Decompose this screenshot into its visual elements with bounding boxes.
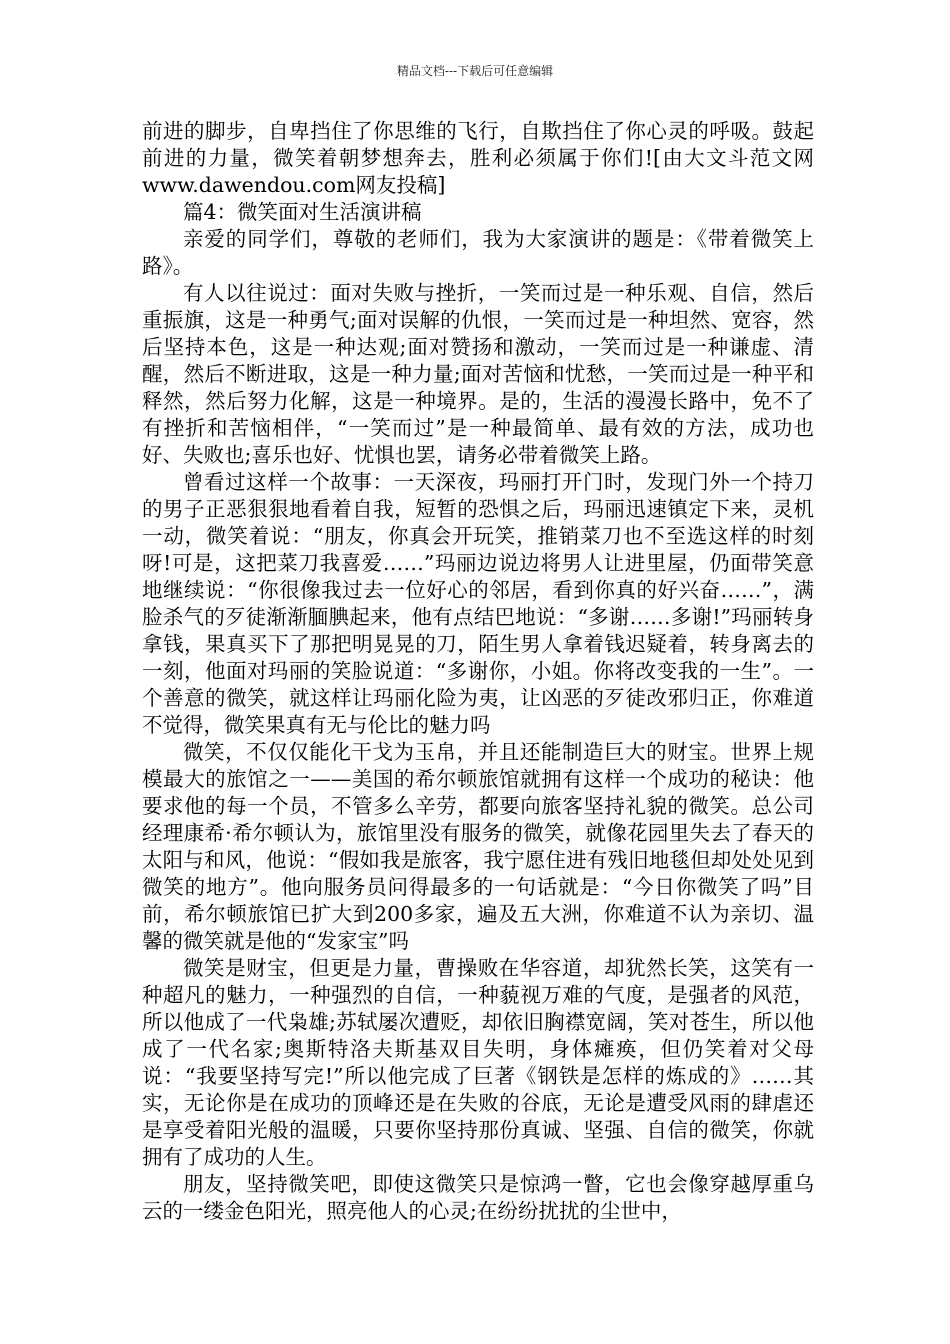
section-heading: 篇4：微笑面对生活演讲稿 bbox=[183, 200, 422, 224]
paragraph-4: 曾看过这样一个故事：一天深夜，玛丽打开门时，发现门外一个持刀的男子正恶狠狠地看着自我，短暂的恐惧之后，玛丽迅速镇定下来，灵机一动，微笑着说：“朋友，你真会开玩笑，推销菜刀也不至选这样的时刻呀!可是，这把菜刀我喜爱……”玛丽边说边将男人让进里屋，仍面带笑意地继续说：“你很像我过去一位好心的邻居，看到你真的好兴奋……”，满脸杀气的歹徒渐渐腼腆起来，他有点结巴地说：“多谢……多谢!”玛丽转身拿钱，果真买下了那把明晃晃的刀，陌生男人拿着钱迟疑着，转身离去的一刻，他面对玛丽的笑脸说道：“多谢你，小姐。你将改变我的一生”。一个善意的微笑，就这样让玛丽化险为夷，让凶恶的歹徒改邪归正，你难道不觉得，微笑果真有无与伦比的魅力吗 bbox=[142, 470, 814, 737]
paragraph-1: 前进的脚步，自卑挡住了你思维的飞行，自欺挡住了你心灵的呼吸。鼓起前进的力量，微笑着朝梦想奔去，胜利必须属于你们![由大文斗范文网www.dawendou.com网友投稿] bbox=[142, 119, 814, 197]
paragraph-3: 有人以往说过：面对失败与挫折，一笑而过是一种乐观、自信，然后重振旗，这是一种勇气;面对误解的仇恨，一笑而过是一种坦然、宽容，然后坚持本色，这是一种达观;面对赞扬和激动，一笑而过是一种谦虚、清醒，然后不断进取，这是一种力量;面对苦恼和忧愁，一笑而过是一种平和释然，然后努力化解，这是一种境界。是的，生活的漫漫长路中，免不了有挫折和苦恼相伴，“一笑而过”是一种最简单、最有效的方法，成功也好、失败也;喜乐也好、忧惧也罢，请务必带着微笑上路。 bbox=[142, 281, 814, 467]
page-header: 精品文档---下载后可任意编辑 bbox=[396, 64, 554, 78]
paragraph-7: 朋友，坚持微笑吧，即使这微笑只是惊鸿一瞥，它也会像穿越厚重乌云的一缕金色阳光，照亮他人的心灵;在纷纷扰扰的尘世中， bbox=[142, 1172, 814, 1223]
paragraph-2: 亲爱的同学们，尊敬的老师们，我为大家演讲的题是：《带着微笑上路》。 bbox=[142, 227, 814, 278]
document-body bbox=[142, 118, 814, 1225]
paragraph-5: 微笑，不仅仅能化干戈为玉帛，并且还能制造巨大的财宝。世界上规模最大的旅馆之一——美国的希尔顿旅馆就拥有这样一个成功的秘诀：他要求他的每一个员，不管多么辛劳，都要向旅客坚持礼貌的微笑。总公司经理康希·希尔顿认为，旅馆里没有服务的微笑，就像花园里失去了春天的太阳与和风，他说：“假如我是旅客，我宁愿住进有残旧地毯但却处处见到微笑的地方”。他向服务员问得最多的一句话就是：“今日你微笑了吗”目前，希尔顿旅馆已扩大到200多家，遍及五大洲，你难道不认为亲切、温馨的微笑就是他的“发家宝”吗 bbox=[142, 740, 814, 953]
paragraph-6: 微笑是财宝，但更是力量，曹操败在华容道，却犹然长笑，这笑有一种超凡的魅力，一种强烈的自信，一种藐视万难的气度，是强者的风范，所以他成了一代枭雄;苏轼屡次遭贬，却依旧胸襟宽阔，笑对苍生，所以他成了一代名家;奥斯特洛夫斯基双目失明，身体瘫痪，但仍笑着对父母说：“我要坚持写完!”所以他完成了巨著《钢铁是怎样的炼成的》……其实，无论你是在成功的顶峰还是在失败的谷底，无论是遭受风雨的肆虐还是享受着阳光般的温暖，只要你坚持那份真诚、坚强、自信的微笑，你就拥有了成功的人生。 bbox=[142, 956, 814, 1169]
